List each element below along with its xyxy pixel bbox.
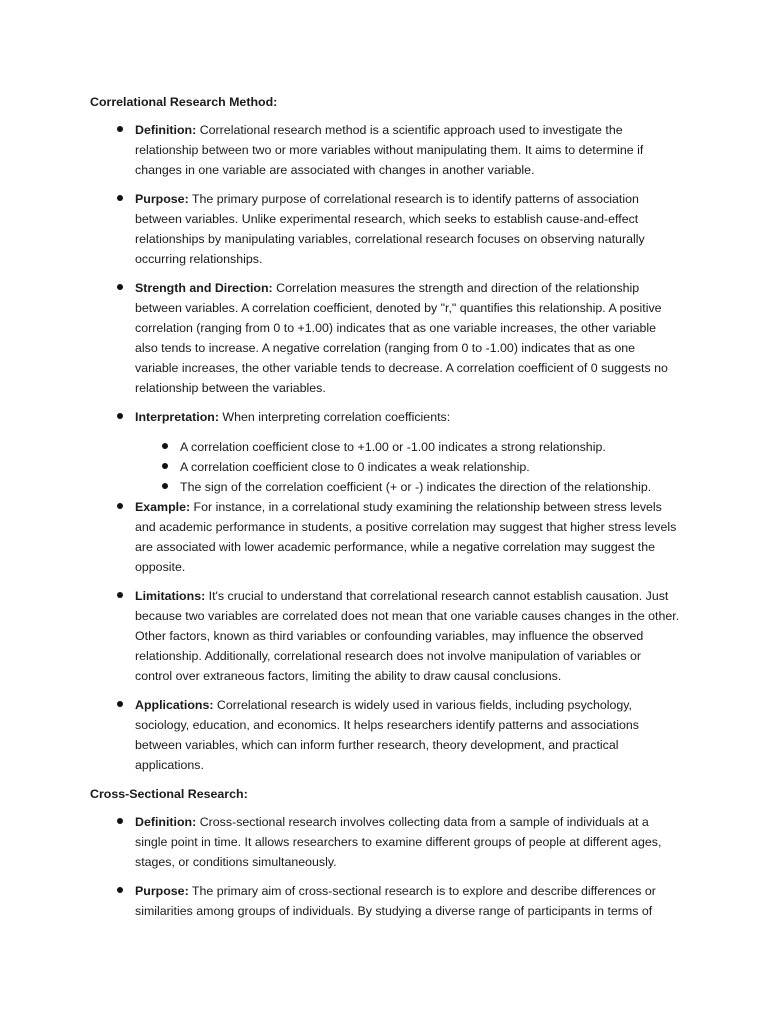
bullet-text: Correlation measures the strength and direction of the relationship between variables. A correlation coefficient, denoted by "r," quantifies this relationship. A positive correlation (ranging from 0 to +1.00) indicates that as one variable increases, the other variable also tends to increase. A negative correlation (ranging from 0 to -1.00) indicates that as one variable increases, the other variable tends to decrease. A correlation coefficient of 0 suggests no relationship between the variables. xyxy=(135,281,668,395)
bullet-label: Example: xyxy=(135,500,191,514)
bullet-interpretation xyxy=(135,407,680,497)
bullet-label: Strength and Direction: xyxy=(135,281,273,295)
bullet-label: Definition: xyxy=(135,815,197,829)
bullet-text: The primary aim of cross-sectional research is to explore and describe differences or similarities among groups of individuals. By studying a diverse range of participants in terms of xyxy=(135,884,656,918)
correlational-bullet-list xyxy=(135,120,680,784)
bullet-limitations xyxy=(135,586,680,686)
bullet-definition xyxy=(135,120,680,180)
bullet-label: Purpose: xyxy=(135,884,189,898)
bullet-example xyxy=(135,497,680,577)
section-heading-correlational: Correlational Research Method: xyxy=(90,95,278,109)
bullet-strength-direction xyxy=(135,278,680,398)
bullet-definition xyxy=(135,812,680,872)
bullet-text: For instance, in a correlational study examining the relationship between stress levels and academic performance in students, a positive correlation may suggest that higher stress levels are associated with lower academic performance, while a negative correlation may suggest the opposite. xyxy=(135,500,677,574)
bullet-label: Applications: xyxy=(135,698,214,712)
bullet-text: The primary purpose of correlational research is to identify patterns of association between variables. Unlike experimental research, which seeks to establish cause-and-effect relationships by manipulating variables, correlational research focuses on observing naturally occurring relationships. xyxy=(135,192,645,266)
sub-bullet: A correlation coefficient close to 0 indicates a weak relationship. xyxy=(180,457,680,477)
bullet-label: Purpose: xyxy=(135,192,189,206)
bullet-applications xyxy=(135,695,680,775)
bullet-label: Interpretation: xyxy=(135,410,219,424)
sub-bullet: The sign of the correlation coefficient (+ or -) indicates the direction of the relationship. xyxy=(180,477,680,497)
cross-sectional-bullet-list xyxy=(135,812,680,930)
section-heading-cross-sectional: Cross-Sectional Research: xyxy=(90,787,248,801)
bullet-purpose xyxy=(135,881,680,921)
bullet-text: Correlational research method is a scientific approach used to investigate the relationship between two or more variables without manipulating them. It aims to determine if changes in one variable are associated with changes in another variable. xyxy=(135,123,644,177)
bullet-label: Limitations: xyxy=(135,589,206,603)
bullet-label: Definition: xyxy=(135,123,197,137)
sub-bullet: A correlation coefficient close to +1.00 or -1.00 indicates a strong relationship. xyxy=(180,437,680,457)
interpretation-sublist xyxy=(135,437,680,497)
bullet-text: When interpreting correlation coefficients: xyxy=(218,410,451,424)
bullet-purpose xyxy=(135,189,680,269)
bullet-text: It's crucial to understand that correlational research cannot establish causation. Just because two variables are correlated does not mean that one variable causes changes in the other. Other factors, known as third variables or confounding variables, may influence the observed relationship. Additionally, correlational research does not involve manipulation of variables or control over extraneous factors, limiting the ability to draw causal conclusions. xyxy=(135,589,680,683)
bullet-text: Correlational research is widely used in various fields, including psychology, sociology, education, and economics. It helps researchers identify patterns and associations between variables, which can inform further research, theory development, and practical applications. xyxy=(135,698,639,772)
bullet-text: Cross-sectional research involves collecting data from a sample of individuals at a single point in time. It allows researchers to examine different groups of people at different ages, stages, or conditions simultaneously. xyxy=(135,815,662,869)
